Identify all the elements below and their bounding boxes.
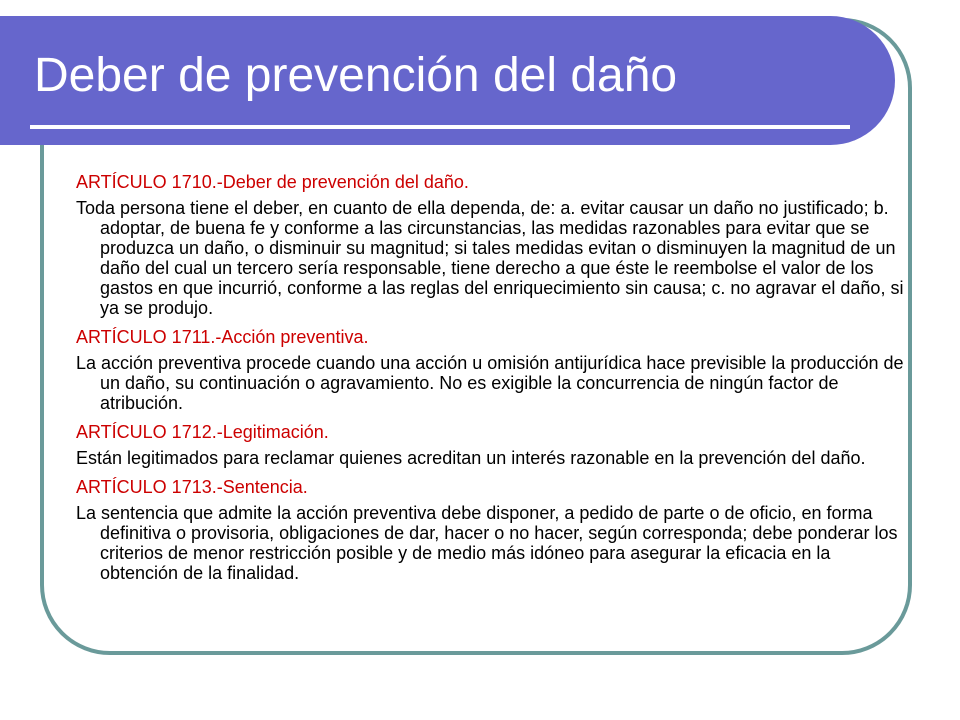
slide-title: Deber de prevención del daño — [34, 49, 678, 102]
slide-content — [76, 172, 906, 592]
article-body: Toda persona tiene el deber, en cuanto de ella dependa, de: a. evitar causar un daño no justificado; b. adoptar, de buena fe y conforme a las circunstancias, las medidas razonables para evitar que se produzca un daño, o disminuir su magnitud; si tales medidas evitan o disminuyen la magnitud de un daño del cual un tercero sería responsable, tiene derecho a que éste le reembolse el valor de los gastos en que incurrió, conforme a las reglas del enriquecimiento sin causa; c. no agravar el daño, si ya se produjo. — [76, 198, 904, 318]
article-heading: ARTÍCULO 1710.-Deber de prevención del daño. — [76, 172, 469, 192]
article-heading: ARTÍCULO 1712.-Legitimación. — [76, 422, 329, 442]
article-body: La sentencia que admite la acción preventiva debe disponer, a pedido de parte o de oficio, en forma definitiva o provisoria, obligaciones de dar, hacer o no hacer, según corresponda; debe ponderar los criterios de menor restricción posible y de medio más idóneo para asegurar la eficacia en la obtención de la finalidad. — [76, 503, 898, 583]
title-underline — [30, 125, 850, 129]
article-heading: ARTÍCULO 1711.-Acción preventiva. — [76, 327, 369, 347]
article-body: La acción preventiva procede cuando una acción u omisión antijurídica hace previsible la producción de un daño, su continuación o agravamiento. No es exigible la concurrencia de ningún factor de atribución. — [76, 353, 904, 413]
article-heading: ARTÍCULO 1713.-Sentencia. — [76, 477, 308, 497]
article-body: Están legitimados para reclamar quienes acreditan un interés razonable en la prevención del daño. — [76, 448, 866, 468]
